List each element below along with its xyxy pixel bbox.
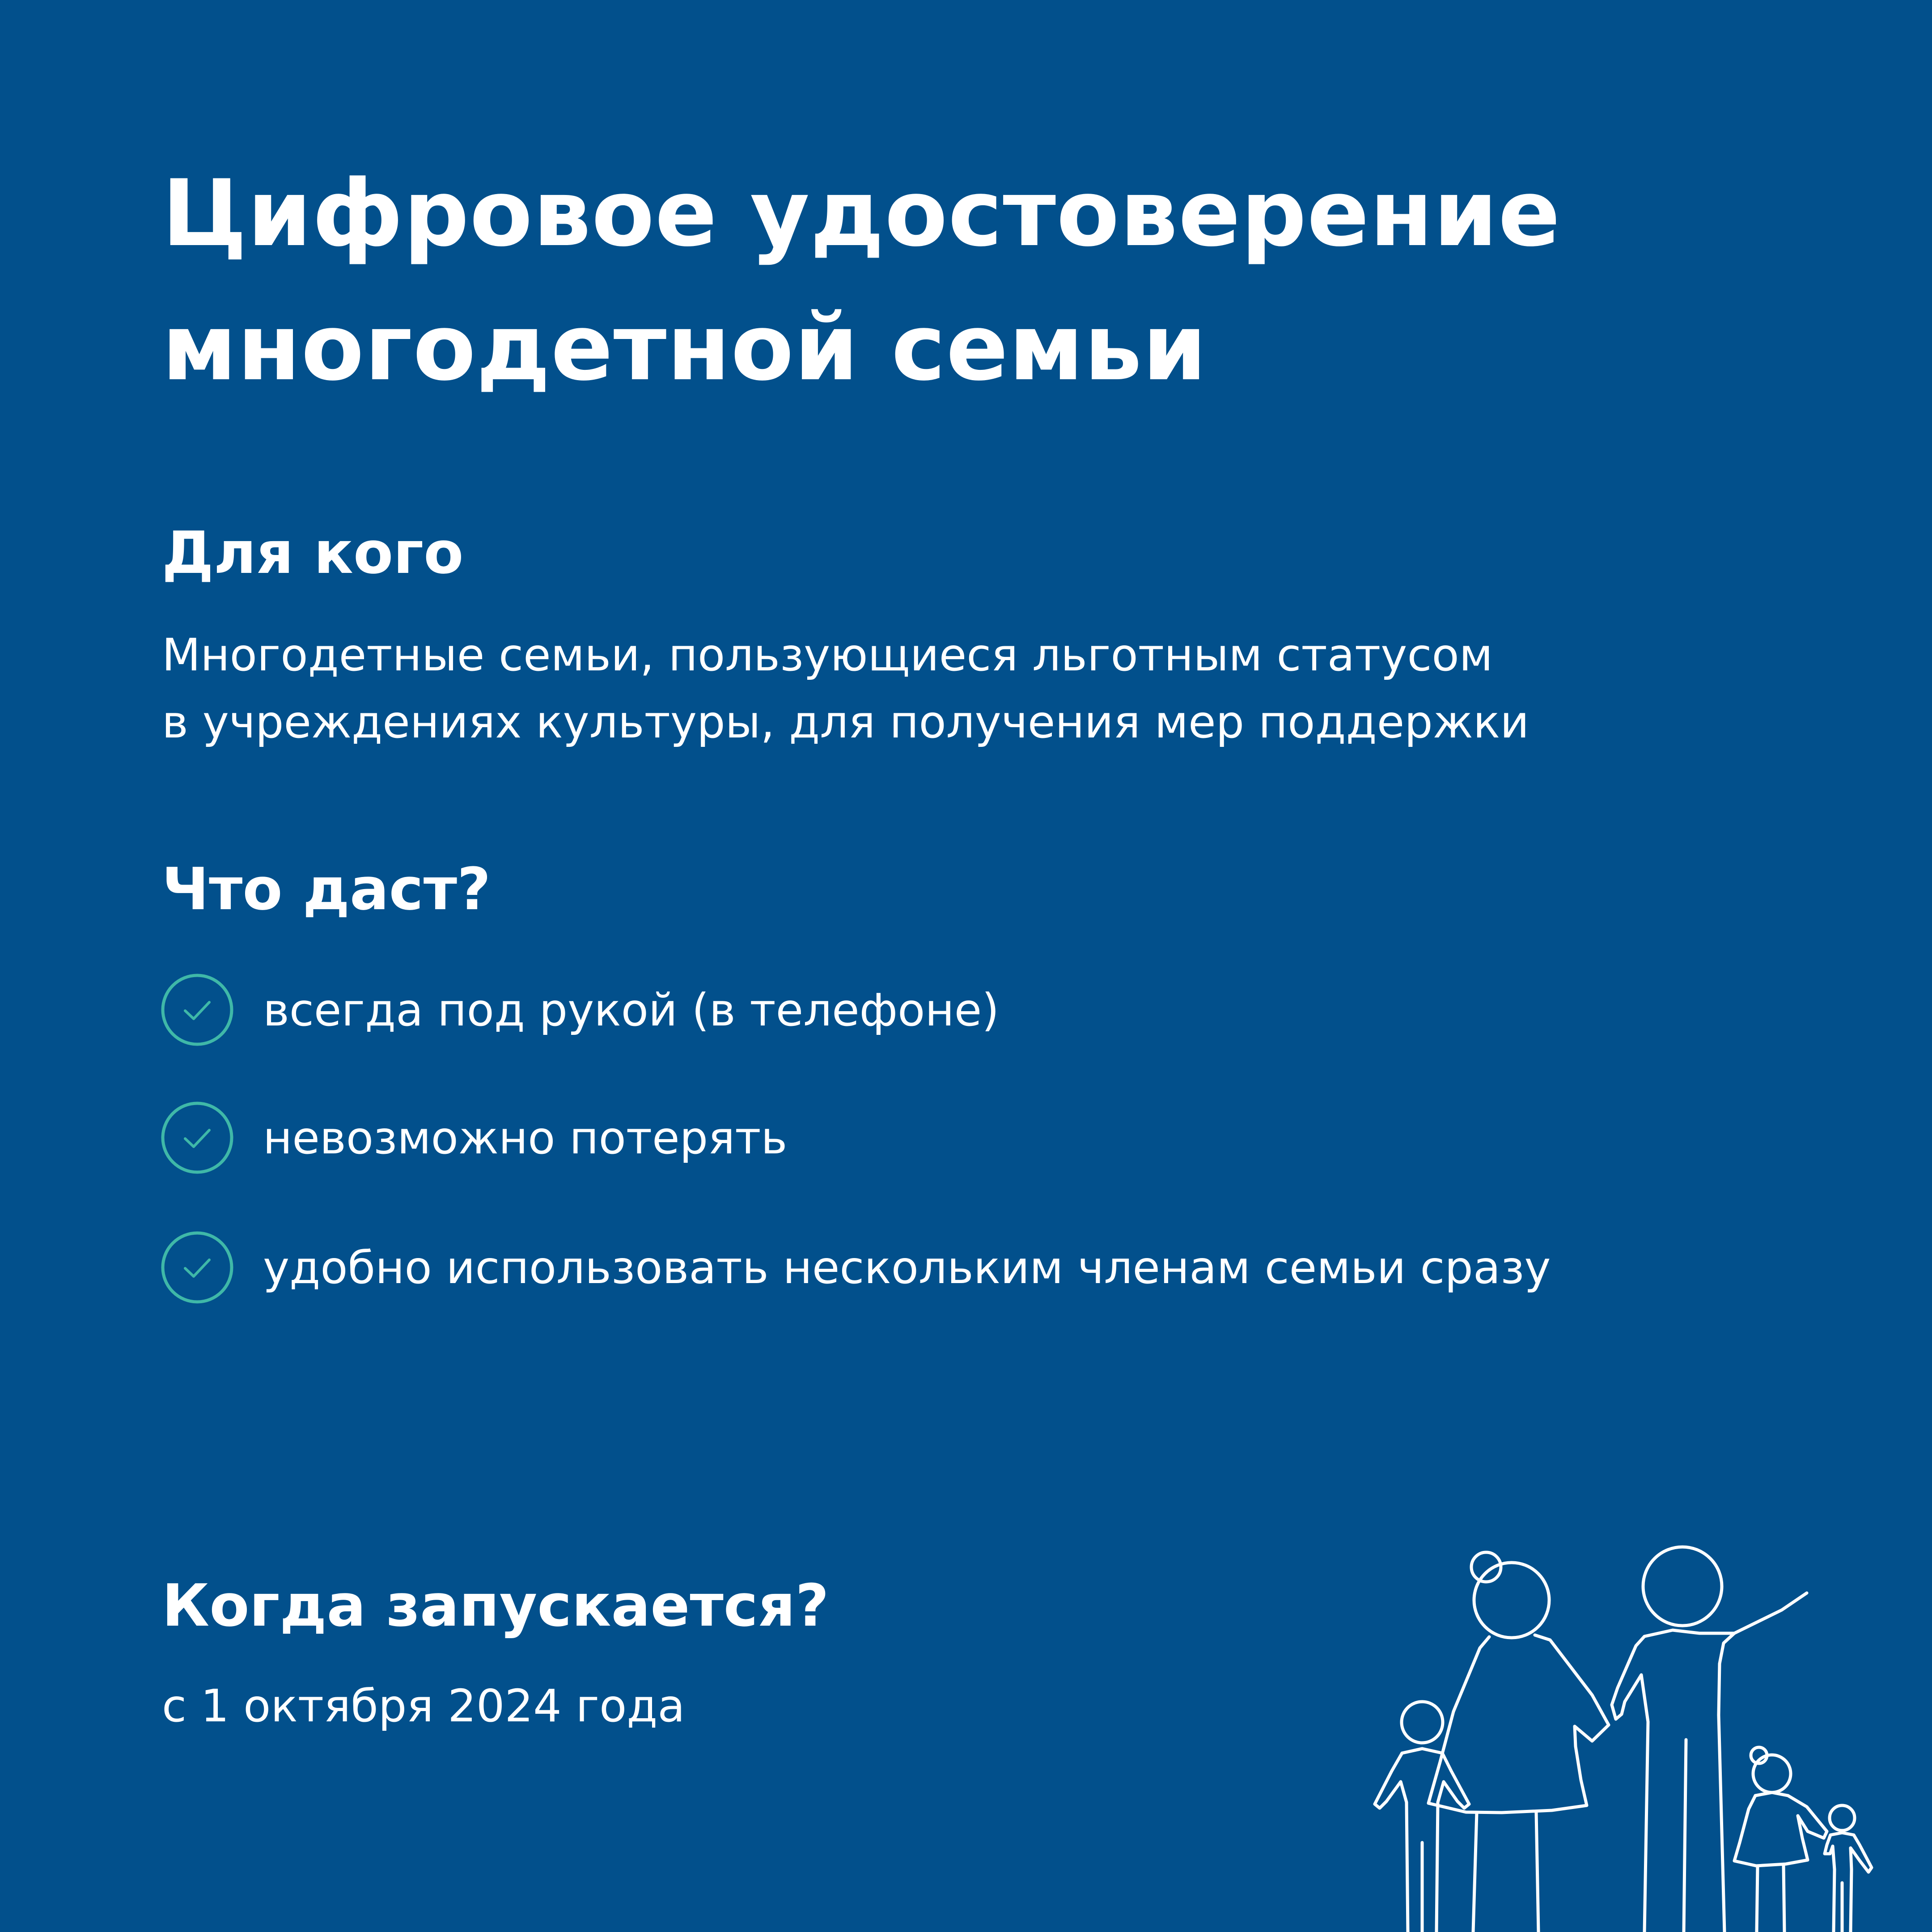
benefit-text: невозможно потерять	[263, 1112, 788, 1164]
when-heading: Когда запускается?	[162, 1572, 829, 1640]
benefit-item	[160, 1101, 1904, 1177]
benefit-text: удобно использовать нескольким членам семьи сразу	[263, 1241, 1551, 1294]
page-title	[162, 147, 1817, 415]
benefit-item	[160, 1230, 1904, 1306]
benefit-item	[160, 973, 1904, 1049]
what-heading: Что даст?	[162, 855, 491, 923]
check-circle-icon	[160, 1230, 234, 1305]
who-line-1: Многодетные семьи, пользующиеся льготным статусом	[162, 629, 1493, 681]
check-circle-icon	[160, 1101, 234, 1175]
family-icon	[1360, 1530, 1896, 1932]
who-description	[162, 622, 1529, 756]
title-line-2: многодетной семьи	[162, 295, 1208, 401]
who-line-2: в учреждениях культуры, для получения мер поддержки	[162, 696, 1530, 748]
check-circle-icon	[160, 973, 234, 1047]
title-line-1: Цифровое удостоверение	[162, 161, 1561, 267]
who-heading: Для кого	[162, 519, 464, 587]
launch-date: с 1 октября 2024 года	[162, 1680, 685, 1732]
benefit-text: всегда под рукой (в телефоне)	[263, 984, 1000, 1036]
